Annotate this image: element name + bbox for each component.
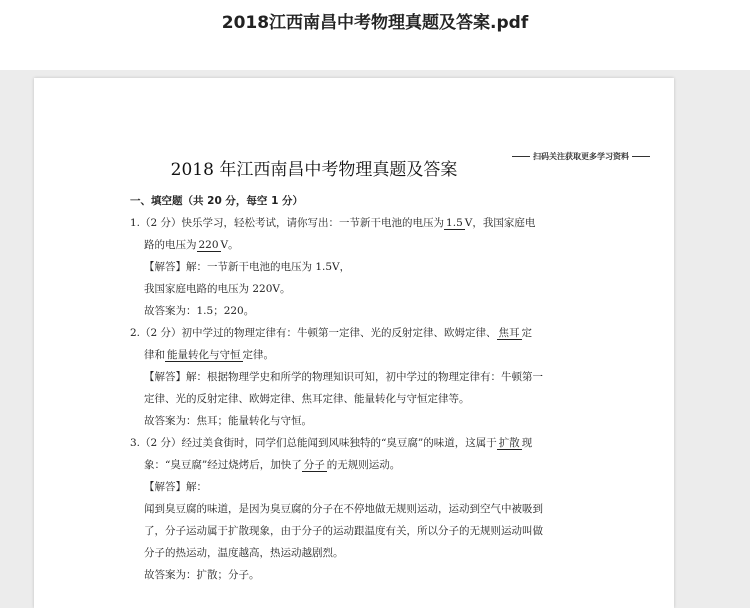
q2-text-a: 2.（2 分）初中学过的物理定律有：牛顿第一定律、光的反射定律、欧姆定律、 <box>130 327 497 339</box>
viewer-toolbar <box>0 0 750 70</box>
q2-solution-line-2: 定律、光的反射定律、欧姆定律、焦耳定律、能量转化与守恒定律等。 <box>144 393 470 405</box>
dash-left <box>512 156 530 157</box>
q1-text-c: 路的电压为 <box>144 239 197 251</box>
document-body <box>130 190 580 586</box>
q1-answer-2: 220 <box>198 239 219 251</box>
q2-text-c: 律和 <box>144 349 165 361</box>
question-1-line-1 <box>130 212 580 234</box>
q1-answer-summary: 故答案为：1.5；220。 <box>144 305 255 317</box>
q3-answer-summary: 故答案为：扩散；分子。 <box>144 569 260 581</box>
q2-text-d: 定律。 <box>242 349 274 361</box>
q3-answer-1: 扩散 <box>498 437 520 449</box>
q1-solution-line-2: 我国家庭电路的电压为 220V。 <box>144 283 291 295</box>
question-2-line-1 <box>130 322 580 344</box>
q1-text-d: V。 <box>220 239 239 251</box>
document-page <box>34 78 674 608</box>
qr-note-text: 扫码关注获取更多学习资料 <box>533 152 629 161</box>
q3-solution-header: 【解答】解： <box>144 481 207 493</box>
question-3-line-1 <box>130 432 580 454</box>
q3-solution-line-3: 分子的热运动，温度越高，热运动越剧烈。 <box>144 547 344 559</box>
file-title: 2018江西南昌中考物理真题及答案.pdf <box>221 13 529 33</box>
q2-answer-summary: 故答案为：焦耳；能量转化与守恒。 <box>144 415 312 427</box>
q3-text-a: 3.（2 分）经过美食街时，同学们总能闻到风味独特的“臭豆腐”的味道，这属于 <box>130 437 497 449</box>
q3-text-b: 现 <box>521 437 533 449</box>
q1-text-a: 1.（2 分）快乐学习，轻松考试，请你写出：一节新干电池的电压为 <box>130 217 445 229</box>
page-title: 2018 年江西南昌中考物理真题及答案 <box>170 160 458 180</box>
q1-answer-1: 1.5 <box>446 217 463 229</box>
q3-text-c: 象：“臭豆腐”经过烧烤后，加快了 <box>144 459 302 471</box>
q2-solution-line-1: 【解答】解：根据物理学史和所学的物理知识可知，初中学过的物理定律有：牛顿第一 <box>144 371 543 383</box>
dash-right <box>632 156 650 157</box>
q3-text-d: 的无规则运动。 <box>326 459 401 471</box>
question-2-line-2 <box>130 344 580 366</box>
qr-note <box>512 151 662 162</box>
question-3-line-2 <box>130 454 580 476</box>
q3-solution-line-2: 了，分子运动属于扩散现象，由于分子的运动跟温度有关，所以分子的无规则运动叫做 <box>144 525 543 537</box>
section-heading: 一、填空题（共 20 分，每空 1 分） <box>130 195 304 207</box>
q1-solution-line-1: 【解答】解：一节新干电池的电压为 1.5V， <box>144 261 351 273</box>
q3-solution-line-1: 闻到臭豆腐的味道，是因为臭豆腐的分子在不停地做无规则运动，运动到空气中被吸到 <box>144 503 543 515</box>
q1-text-b: V，我国家庭电 <box>464 217 536 229</box>
q2-answer-2: 能量转化与守恒 <box>167 349 241 361</box>
question-1-line-2 <box>130 234 580 256</box>
q2-answer-1: 焦耳 <box>498 327 520 339</box>
q3-answer-2: 分子 <box>303 459 325 471</box>
q2-text-b: 定 <box>521 327 533 339</box>
